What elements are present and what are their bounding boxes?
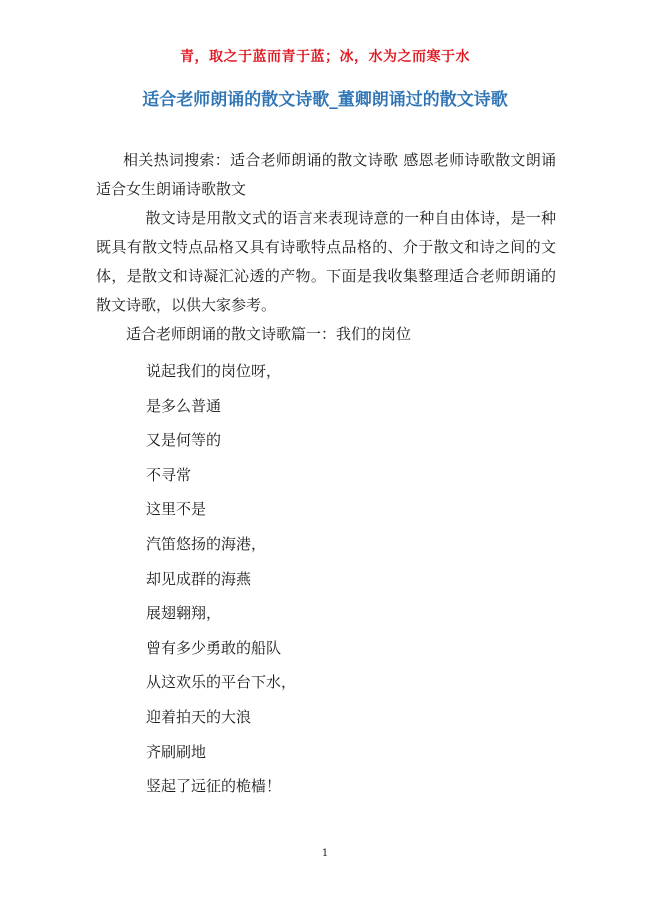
poem-line: 齐刷刷地: [146, 742, 207, 761]
poem-line: 这里不是: [146, 500, 207, 519]
poem-line: 曾有多少勇敢的船队: [146, 638, 282, 657]
document-body: [96, 146, 556, 804]
header-motto: 青，取之于蓝而青于蓝；冰，水为之而寒于水: [180, 49, 470, 65]
poem-lines: [96, 354, 556, 804]
poem-line: 不寻常: [146, 465, 192, 484]
document-title: 适合老师朗诵的散文诗歌_董卿朗诵过的散文诗歌: [142, 90, 508, 110]
poem-line: 迎着拍天的大浪: [146, 707, 252, 726]
poem-line: 是多么普通: [146, 396, 222, 415]
page-number: 1: [321, 848, 329, 859]
keywords-line: 相关热词搜索：适合老师朗诵的散文诗歌 感恩老师诗歌散文朗诵 适合女生朗诵诗歌散文: [96, 151, 556, 198]
poem-line: 从这欢乐的平台下水，: [146, 673, 297, 692]
intro-paragraph: 散文诗是用散文式的语言来表现诗意的一种自由体诗，是一种既具有散文特点品格又具有诗歌特点品格的、介于散文和诗之间的文体，是散文和诗凝汇沁透的产物。下面是我收集整理适合老师朗诵的散文诗歌，以供大家参考。: [96, 209, 556, 314]
poem-line: 展翅翱翔，: [146, 604, 222, 623]
section-heading: 适合老师朗诵的散文诗歌篇一：我们的岗位: [126, 325, 412, 343]
poem-line: 竖起了远征的桅樯！: [146, 777, 282, 796]
poem-line: 又是何等的: [146, 431, 222, 450]
poem-line: 说起我们的岗位呀，: [146, 362, 282, 380]
poem-line: 汽笛悠扬的海港，: [146, 534, 267, 553]
poem-line: 却见成群的海燕: [146, 569, 252, 588]
